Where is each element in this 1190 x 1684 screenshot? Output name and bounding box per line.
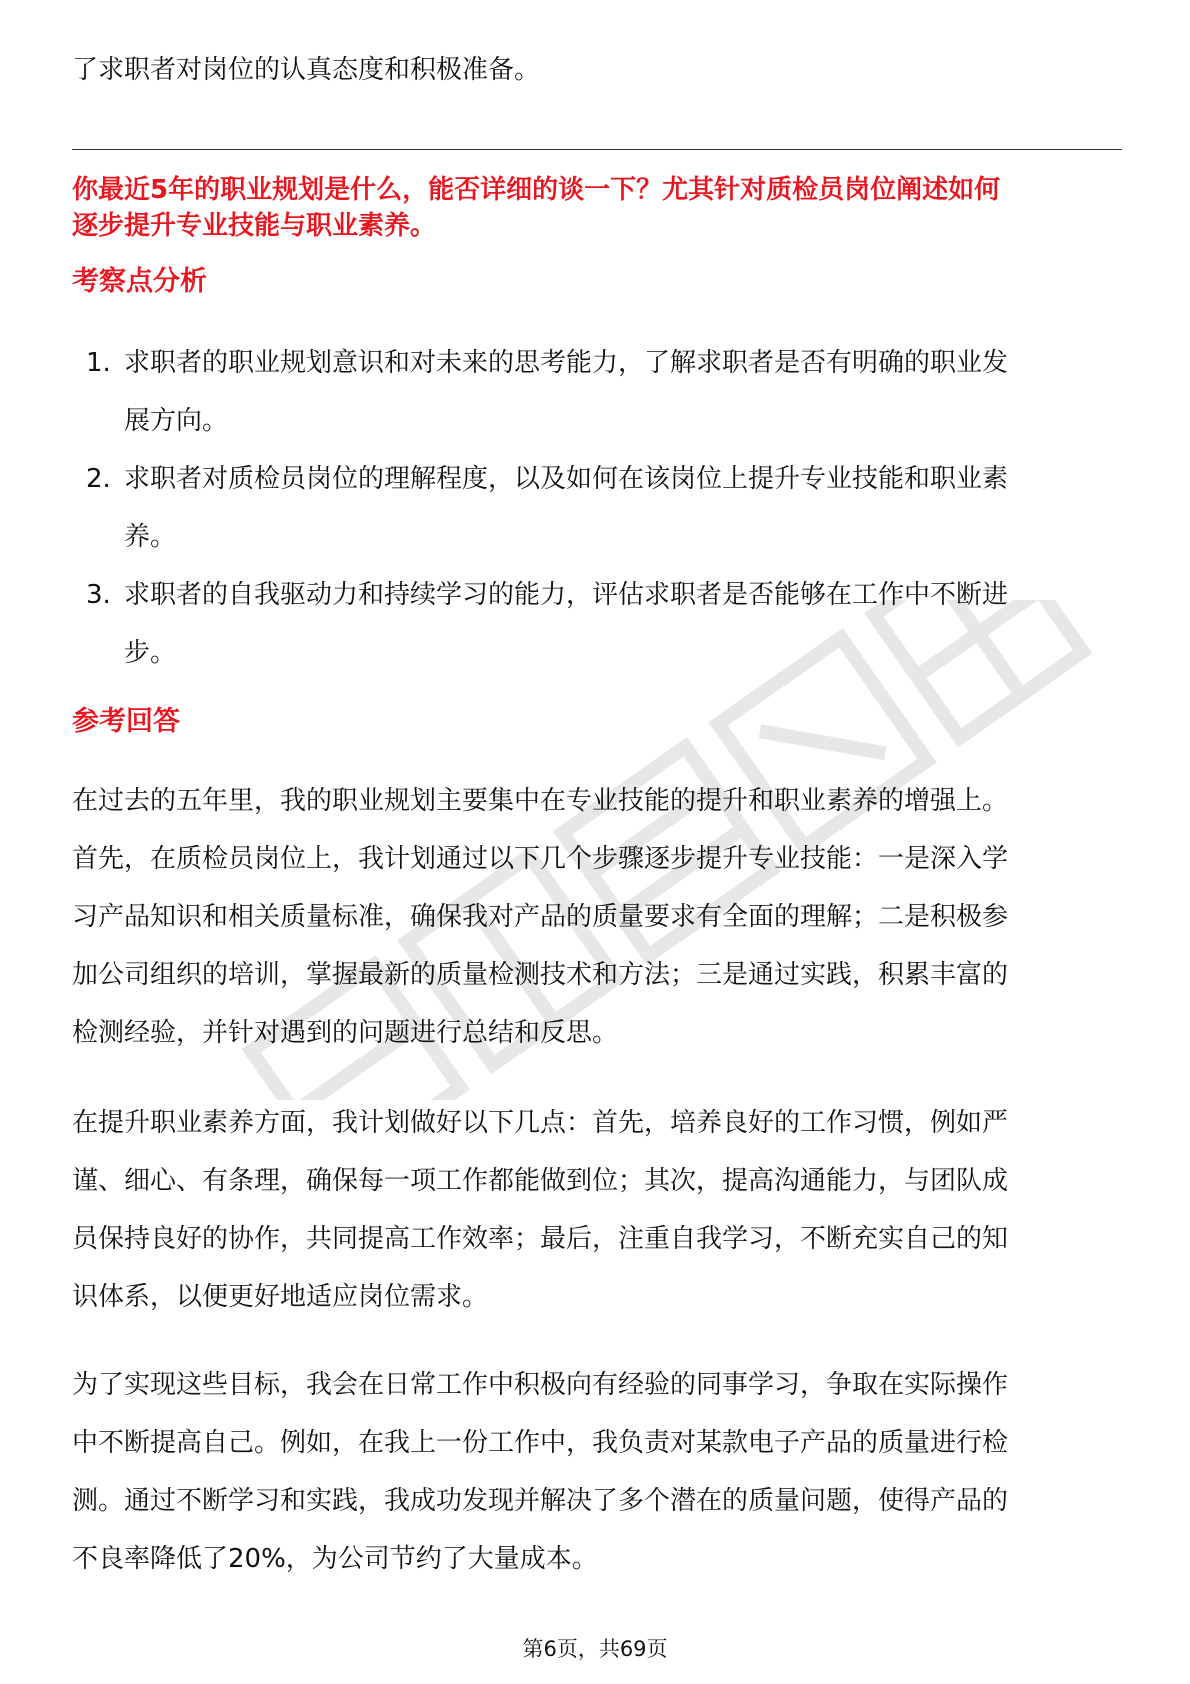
analysis-point xyxy=(72,566,1122,682)
answer-line: 不良率降低了20%，为公司节约了大量成本。 xyxy=(72,1544,598,1574)
answer-line: 首先，在质检员岗位上，我计划通过以下几个步骤逐步提升专业技能：一是深入学 xyxy=(72,844,1009,874)
question-line: 你最近5年的职业规划是什么，能否详细的谈一下？尤其针对质检员岗位阐述如何 xyxy=(72,175,1001,205)
answer-line: 中不断提高自己。例如，在我上一份工作中，我负责对某款电子产品的质量进行检 xyxy=(72,1428,1009,1458)
answer-line: 加公司组织的培训，掌握最新的质量检测技术和方法；三是通过实践，积累丰富的 xyxy=(72,960,1009,990)
point-text-line: 展方向。 xyxy=(124,406,229,436)
analysis-point xyxy=(72,334,1122,450)
page-footer: 第6页，共69页 xyxy=(522,1637,668,1661)
point-number: 3. xyxy=(86,580,111,610)
point-text-line: 求职者的自我驱动力和持续学习的能力，评估求职者是否能够在工作中不断进 xyxy=(124,580,1009,610)
answer-line: 在提升职业素养方面，我计划做好以下几点：首先，培养良好的工作习惯，例如严 xyxy=(72,1108,1009,1138)
answer-line: 为了实现这些目标，我会在日常工作中积极向有经验的同事学习，争取在实际操作 xyxy=(72,1370,1009,1400)
point-number: 2. xyxy=(86,464,111,494)
point-text-line: 求职者的职业规划意识和对未来的思考能力，了解求职者是否有明确的职业发 xyxy=(124,348,1009,378)
answer-line: 在过去的五年里，我的职业规划主要集中在专业技能的提升和职业素养的增强上。 xyxy=(72,786,1009,816)
analysis-points-list xyxy=(72,334,1122,682)
continued-text: 了求职者对岗位的认真态度和积极准备。 xyxy=(72,55,541,85)
answer-paragraph xyxy=(72,1356,1122,1588)
answer-line: 习产品知识和相关质量标准，确保我对产品的质量要求有全面的理解；二是积极参 xyxy=(72,902,1009,932)
question-line: 逐步提升专业技能与职业素养。 xyxy=(72,211,437,241)
analysis-point xyxy=(72,450,1122,566)
point-text-line: 养。 xyxy=(124,522,177,552)
point-number: 1. xyxy=(86,348,111,378)
point-text-line: 求职者对质检员岗位的理解程度，以及如何在该岗位上提升专业技能和职业素 xyxy=(124,464,1009,494)
answer-line: 测。通过不断学习和实践，我成功发现并解决了多个潜在的质量问题，使得产品的 xyxy=(72,1486,1009,1516)
interview-question xyxy=(72,172,1122,244)
analysis-heading: 考察点分析 xyxy=(72,266,207,297)
answer-line: 检测经验，并针对遇到的问题进行总结和反思。 xyxy=(72,1018,619,1048)
answer-line: 识体系，以便更好地适应岗位需求。 xyxy=(72,1282,489,1312)
section-divider xyxy=(72,149,1122,150)
answer-line: 员保持良好的协作，共同提高工作效率；最后，注重自我学习，不断充实自己的知 xyxy=(72,1224,1009,1254)
point-text-line: 步。 xyxy=(124,638,177,668)
answer-paragraph xyxy=(72,772,1122,1062)
answer-heading: 参考回答 xyxy=(72,706,180,737)
answer-paragraph xyxy=(72,1094,1122,1326)
answer-line: 谨、细心、有条理，确保每一项工作都能做到位；其次，提高沟通能力，与团队成 xyxy=(72,1166,1009,1196)
